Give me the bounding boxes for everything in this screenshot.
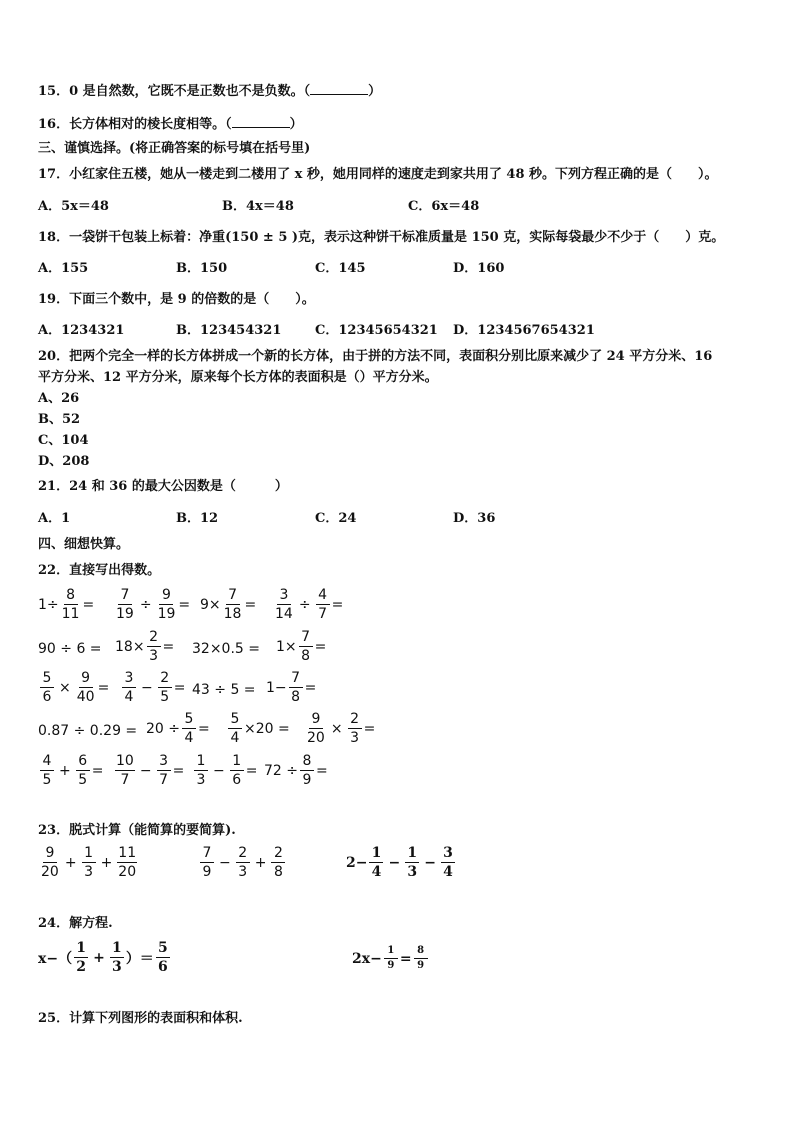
section-4-heading: 四、细想快算。 bbox=[38, 537, 130, 552]
question-23-text: 23．脱式计算（能简算的要简算). bbox=[38, 823, 236, 838]
q21-option-c[interactable]: C．24 bbox=[315, 511, 357, 526]
question-15-text: 15．0 是自然数，它既不是正数也不是负数。（ bbox=[38, 84, 311, 99]
calc-4-1: 0.87 ÷ 0.29 = bbox=[38, 723, 138, 739]
q19-option-a[interactable]: A．1234321 bbox=[38, 323, 125, 338]
q20-option-a[interactable]: A、26 bbox=[38, 391, 80, 406]
calc-4-4: $\frac{9}{20}$ × $\frac{2}{3}$ = bbox=[307, 711, 376, 746]
calc-3-3: 43 ÷ 5 = bbox=[192, 682, 256, 698]
calc-2-1: 90 ÷ 6 = bbox=[38, 641, 102, 657]
question-21-text: 21．24 和 36 的最大公因数是（ ） bbox=[38, 479, 288, 494]
calc-4-2: 20 ÷ $\frac{5}{4}$ = bbox=[146, 711, 210, 746]
calc-5-1: $\frac{4}{5}$ + $\frac{6}{5}$ = bbox=[38, 754, 103, 787]
calc-5-4: 72 ÷ $\frac{8}{9}$ = bbox=[264, 753, 328, 788]
answer-blank[interactable] bbox=[310, 82, 368, 95]
q17-option-b[interactable]: B．4x＝48 bbox=[222, 199, 294, 214]
question-15: 15．0 是自然数，它既不是正数也不是负数。（ ） bbox=[38, 84, 382, 99]
q18-option-b[interactable]: B．150 bbox=[176, 261, 228, 276]
calc-4-3: $\frac{5}{4}$ ×20 = bbox=[226, 712, 290, 745]
calc-3-2: $\frac{3}{4}$ − $\frac{2}{5}$ = bbox=[120, 671, 185, 704]
q20-option-d[interactable]: D、208 bbox=[38, 454, 90, 469]
calc-1-3: 9× $\frac{7}{18}$ = bbox=[200, 587, 257, 622]
calc-2-2: 18× $\frac{2}{3}$ = bbox=[115, 629, 175, 664]
q19-option-c[interactable]: C．12345654321 bbox=[315, 323, 438, 338]
calc-1-2: $\frac{7}{19}$ ÷ $\frac{9}{19}$ = bbox=[116, 587, 191, 622]
step-calc-2: $\frac{7}{9}$ − $\frac{2}{3}$ + $\frac{2}{8}$ bbox=[198, 846, 287, 879]
question-24-text: 24．解方程. bbox=[38, 916, 113, 931]
section-3-heading: 三、谨慎选择。(将正确答案的标号填在括号里) bbox=[38, 141, 311, 156]
calc-2-4: 1× $\frac{7}{8}$ = bbox=[276, 629, 327, 664]
calc-5-3: $\frac{1}{3}$ − $\frac{1}{6}$ = bbox=[192, 754, 257, 787]
calc-1-1: 1÷ $\frac{8}{11}$ = bbox=[38, 587, 95, 622]
step-calc-3: 2− $\frac{1}{4}$ − $\frac{1}{3}$ − $\frac{3}{4}$ bbox=[346, 846, 457, 879]
calc-3-4: 1− $\frac{7}{8}$ = bbox=[266, 670, 317, 705]
equation-1: x−（ $\frac{1}{2}$ + $\frac{1}{3}$ ）＝ $\frac{5}{6}$ bbox=[38, 941, 172, 974]
q18-option-a[interactable]: A．155 bbox=[38, 261, 89, 276]
question-16: 16．长方体相对的棱长度相等。（ ） bbox=[38, 117, 303, 132]
question-16-text: 16．长方体相对的棱长度相等。（ bbox=[38, 117, 232, 132]
q21-option-a[interactable]: A．1 bbox=[38, 511, 71, 526]
q20-option-b[interactable]: B、52 bbox=[38, 412, 81, 427]
q18-option-d[interactable]: D．160 bbox=[453, 261, 505, 276]
q20-option-c[interactable]: C、104 bbox=[38, 433, 89, 448]
calc-2-3: 32×0.5 = bbox=[192, 641, 260, 657]
calc-3-1: $\frac{5}{6}$ × $\frac{9}{40}$ = bbox=[38, 671, 109, 704]
q19-option-d[interactable]: D．1234567654321 bbox=[453, 323, 595, 338]
answer-blank[interactable] bbox=[232, 115, 290, 128]
question-19-text: 19．下面三个数中，是 9 的倍数的是（ ）。 bbox=[38, 292, 315, 307]
q21-option-d[interactable]: D．36 bbox=[453, 511, 496, 526]
calc-5-2: $\frac{10}{7}$ − $\frac{3}{7}$ = bbox=[116, 753, 185, 788]
question-20-line-2: 平方分米、12 平方分米，原来每个长方体的表面积是（）平方分米。 bbox=[38, 370, 438, 385]
question-22-text: 22．直接写出得数。 bbox=[38, 563, 161, 578]
q19-option-b[interactable]: B．123454321 bbox=[176, 323, 282, 338]
question-20-line-1: 20．把两个完全一样的长方体拼成一个新的长方体，由于拼的方法不同，表面积分别比原来减少了 24 平方分米、16 bbox=[38, 349, 713, 364]
question-25-text: 25．计算下列图形的表面积和体积. bbox=[38, 1011, 243, 1026]
q21-option-b[interactable]: B．12 bbox=[176, 511, 219, 526]
calc-1-4: $\frac{3}{14}$ ÷ $\frac{4}{7}$ = bbox=[275, 587, 344, 622]
equation-2: 2x− $\frac{1}{9}$ = $\frac{8}{9}$ bbox=[352, 946, 430, 971]
q17-option-a[interactable]: A．5x＝48 bbox=[38, 199, 109, 214]
q18-option-c[interactable]: C．145 bbox=[315, 261, 366, 276]
step-calc-1: $\frac{9}{20}$ + $\frac{1}{3}$ + $\frac{11}{20}$ bbox=[41, 845, 137, 880]
q17-option-c[interactable]: C．6x＝48 bbox=[408, 199, 480, 214]
question-18-text: 18．一袋饼干包装上标着：净重(150 ± 5 )克，表示这种饼干标准质量是 150 克，实际每袋最少不少于（ ）克。 bbox=[38, 230, 725, 245]
question-17-text: 17．小红家住五楼，她从一楼走到二楼用了 x 秒，她用同样的速度走到家共用了 48 秒。下列方程正确的是（ ）。 bbox=[38, 167, 718, 182]
